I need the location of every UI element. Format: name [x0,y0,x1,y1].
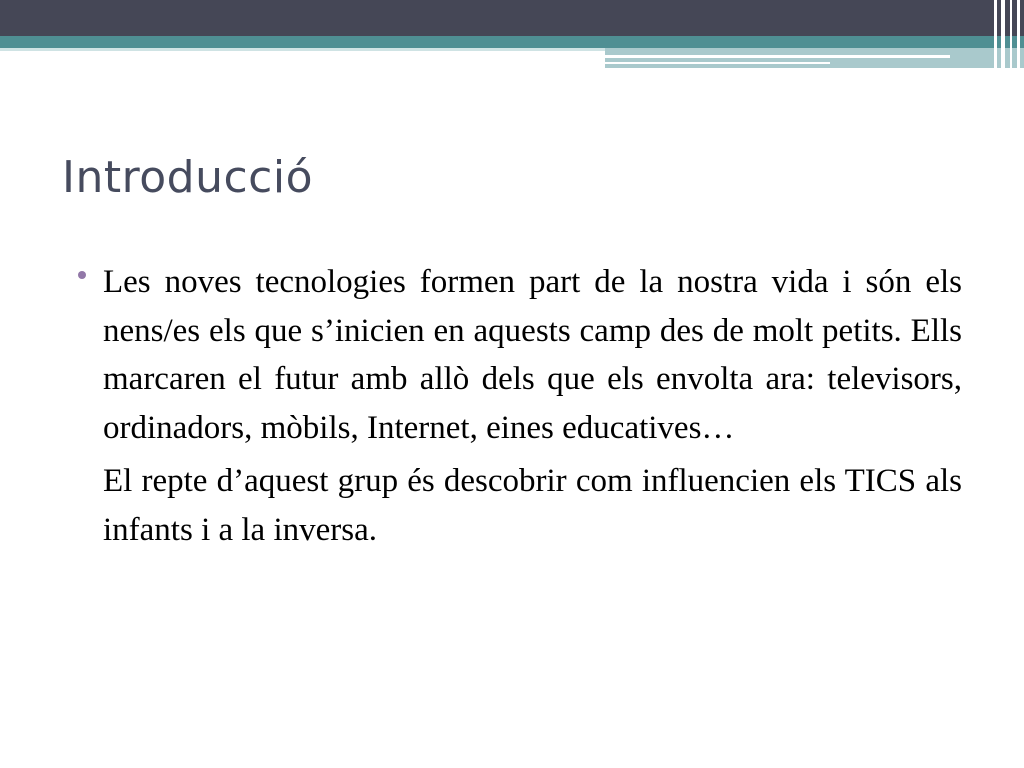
header-vertical-bar [994,0,997,70]
header-step-line [605,55,950,58]
body-paragraph: Les noves tecnologies formen part de la nostra vida i són els nens/es els que s’inicien en aquests camp des de molt petits. Ells marcaren el futur amb allò dels que els envolta ara: televisors, ordinadors, mòbils, Internet, eines educatives… [103,264,962,446]
header-step-block [605,48,1024,68]
header-teal-band [0,36,1024,48]
slide-body [78,258,962,554]
slide-title: Introducció [62,152,314,203]
header-vertical-bar [1017,0,1020,70]
header-dark-band [0,0,1024,36]
header-step-line [605,62,830,64]
bullet-dot-icon [78,271,86,279]
continuation-item [78,457,962,554]
header-light-strip [0,48,605,51]
body-paragraph: El repte d’aquest grup és descobrir com influencien els TICS als infants i a la inversa. [103,463,962,548]
bullet-item [78,258,962,452]
header-vertical-bar [1001,0,1005,70]
header-vertical-bar [1010,0,1012,70]
